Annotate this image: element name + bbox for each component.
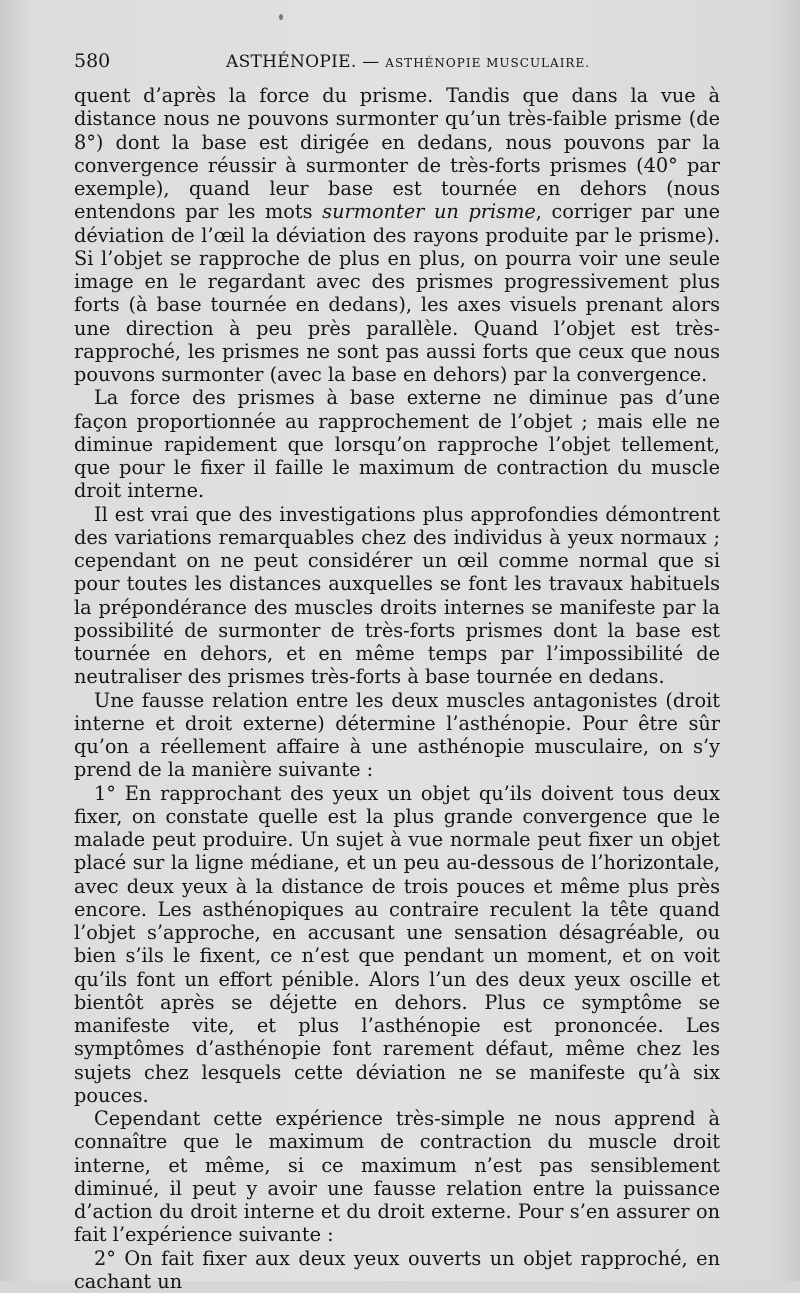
running-title-sub: ASTHÉNOPIE MUSCULAIRE. [385,56,590,70]
paragraph-4: Une fausse relation entre les deux muscles antagonistes (droit interne et droit externe) détermine l’asthénopie. Pour être sûr qu’on a réellement affaire à une asthénopie musculaire, on s’y prend de la manière suivante : [74,689,720,782]
page-header [74,50,720,80]
paragraph-6: Cependant cette expérience très-simple ne nous apprend à connaître que le maximum de contraction du muscle droit interne, et même, si ce maximum n’est pas sensiblement diminué, il peut y avoir une fausse relation entre la puissance d’action du droit interne et du droit externe. Pour s’en assurer on fait l’expérience suivante : [74,1107,720,1247]
page-number: 580 [74,50,110,72]
paragraph-1-before: quent d’après la force du prisme. Tandis que dans la vue à distance nous ne pouvons surmonter qu’un très-faible prisme (de 8°) dont la base est dirigée en dedans, nous pouvons par la convergence réussir à surmonter de très-forts prismes (40° par exemple), quand leur base est tournée en dehors (nous entendons par les mots [74,84,720,223]
paragraph-3: Il est vrai que des investigations plus approfondies démontrent des variations remarquables chez des individus à yeux normaux ; cependant on ne peut considérer un œil comme normal que si pour toutes les distances auxquelles se font les travaux habituels la prépondérance des muscles droits internes se manifeste par la possibilité de surmonter de très-forts prismes dont la base est tournée en dehors, et en même temps par l’impossibilité de neutraliser des prismes très-forts à base tournée en dedans. [74,503,720,689]
running-title-main: ASTHÉNOPIE. [226,52,357,72]
running-title-dash: — [357,52,386,72]
paragraph-1 [74,84,720,386]
paragraph-7: 2° On fait fixer aux deux yeux ouverts un objet rapproché, en cachant un [74,1247,720,1293]
paragraph-1-emphasis: surmonter un prisme [322,200,536,223]
paragraph-1-after: , corriger par une déviation de l’œil la déviation des rayons produite par le prisme). Si l’objet se rapproche de plus en plus, on pourra voir une seule image en le regardant avec des prismes progressivement plus forts (à base tournée en dedans), les axes visuels prenant alors une direction à peu près parallèle. Quand l’objet est très-rapproché, les prismes ne sont pas aussi forts que ceux que nous pouvons surmonter (avec la base en dehors) par la convergence. [74,200,720,386]
ink-speck [279,14,283,20]
paragraph-5: 1° En rapprochant des yeux un objet qu’ils doivent tous deux fixer, on constate quelle est la plus grande convergence que le malade peut produire. Un sujet à vue normale peut fixer un objet placé sur la ligne médiane, et un peu au-dessous de l’horizontale, avec deux yeux à la distance de trois pouces et même plus près encore. Les asthénopiques au contraire reculent la tête quand l’objet s’approche, en accusant une sensation désagréable, ou bien s’ils le fixent, ce n’est que pendant un moment, et on voit qu’ils font un effort pénible. Alors l’un des deux yeux oscille et bientôt après se déjette en dehors. Plus ce symptôme se manifeste vite, et plus l’asthénopie est prononcée. Les symptômes d’asthénopie font rarement défaut, même chez les sujets chez lesquels cette déviation ne se manifeste qu’à six pouces. [74,782,720,1108]
page-body [74,84,720,1293]
running-title [226,52,590,72]
paragraph-2: La force des prismes à base externe ne diminue pas d’une façon proportionnée au rapprochement de l’objet ; mais elle ne diminue rapidement que lorsqu’on rapproche l’objet tellement, que pour le fixer il faille le maximum de contraction du muscle droit interne. [74,386,720,502]
